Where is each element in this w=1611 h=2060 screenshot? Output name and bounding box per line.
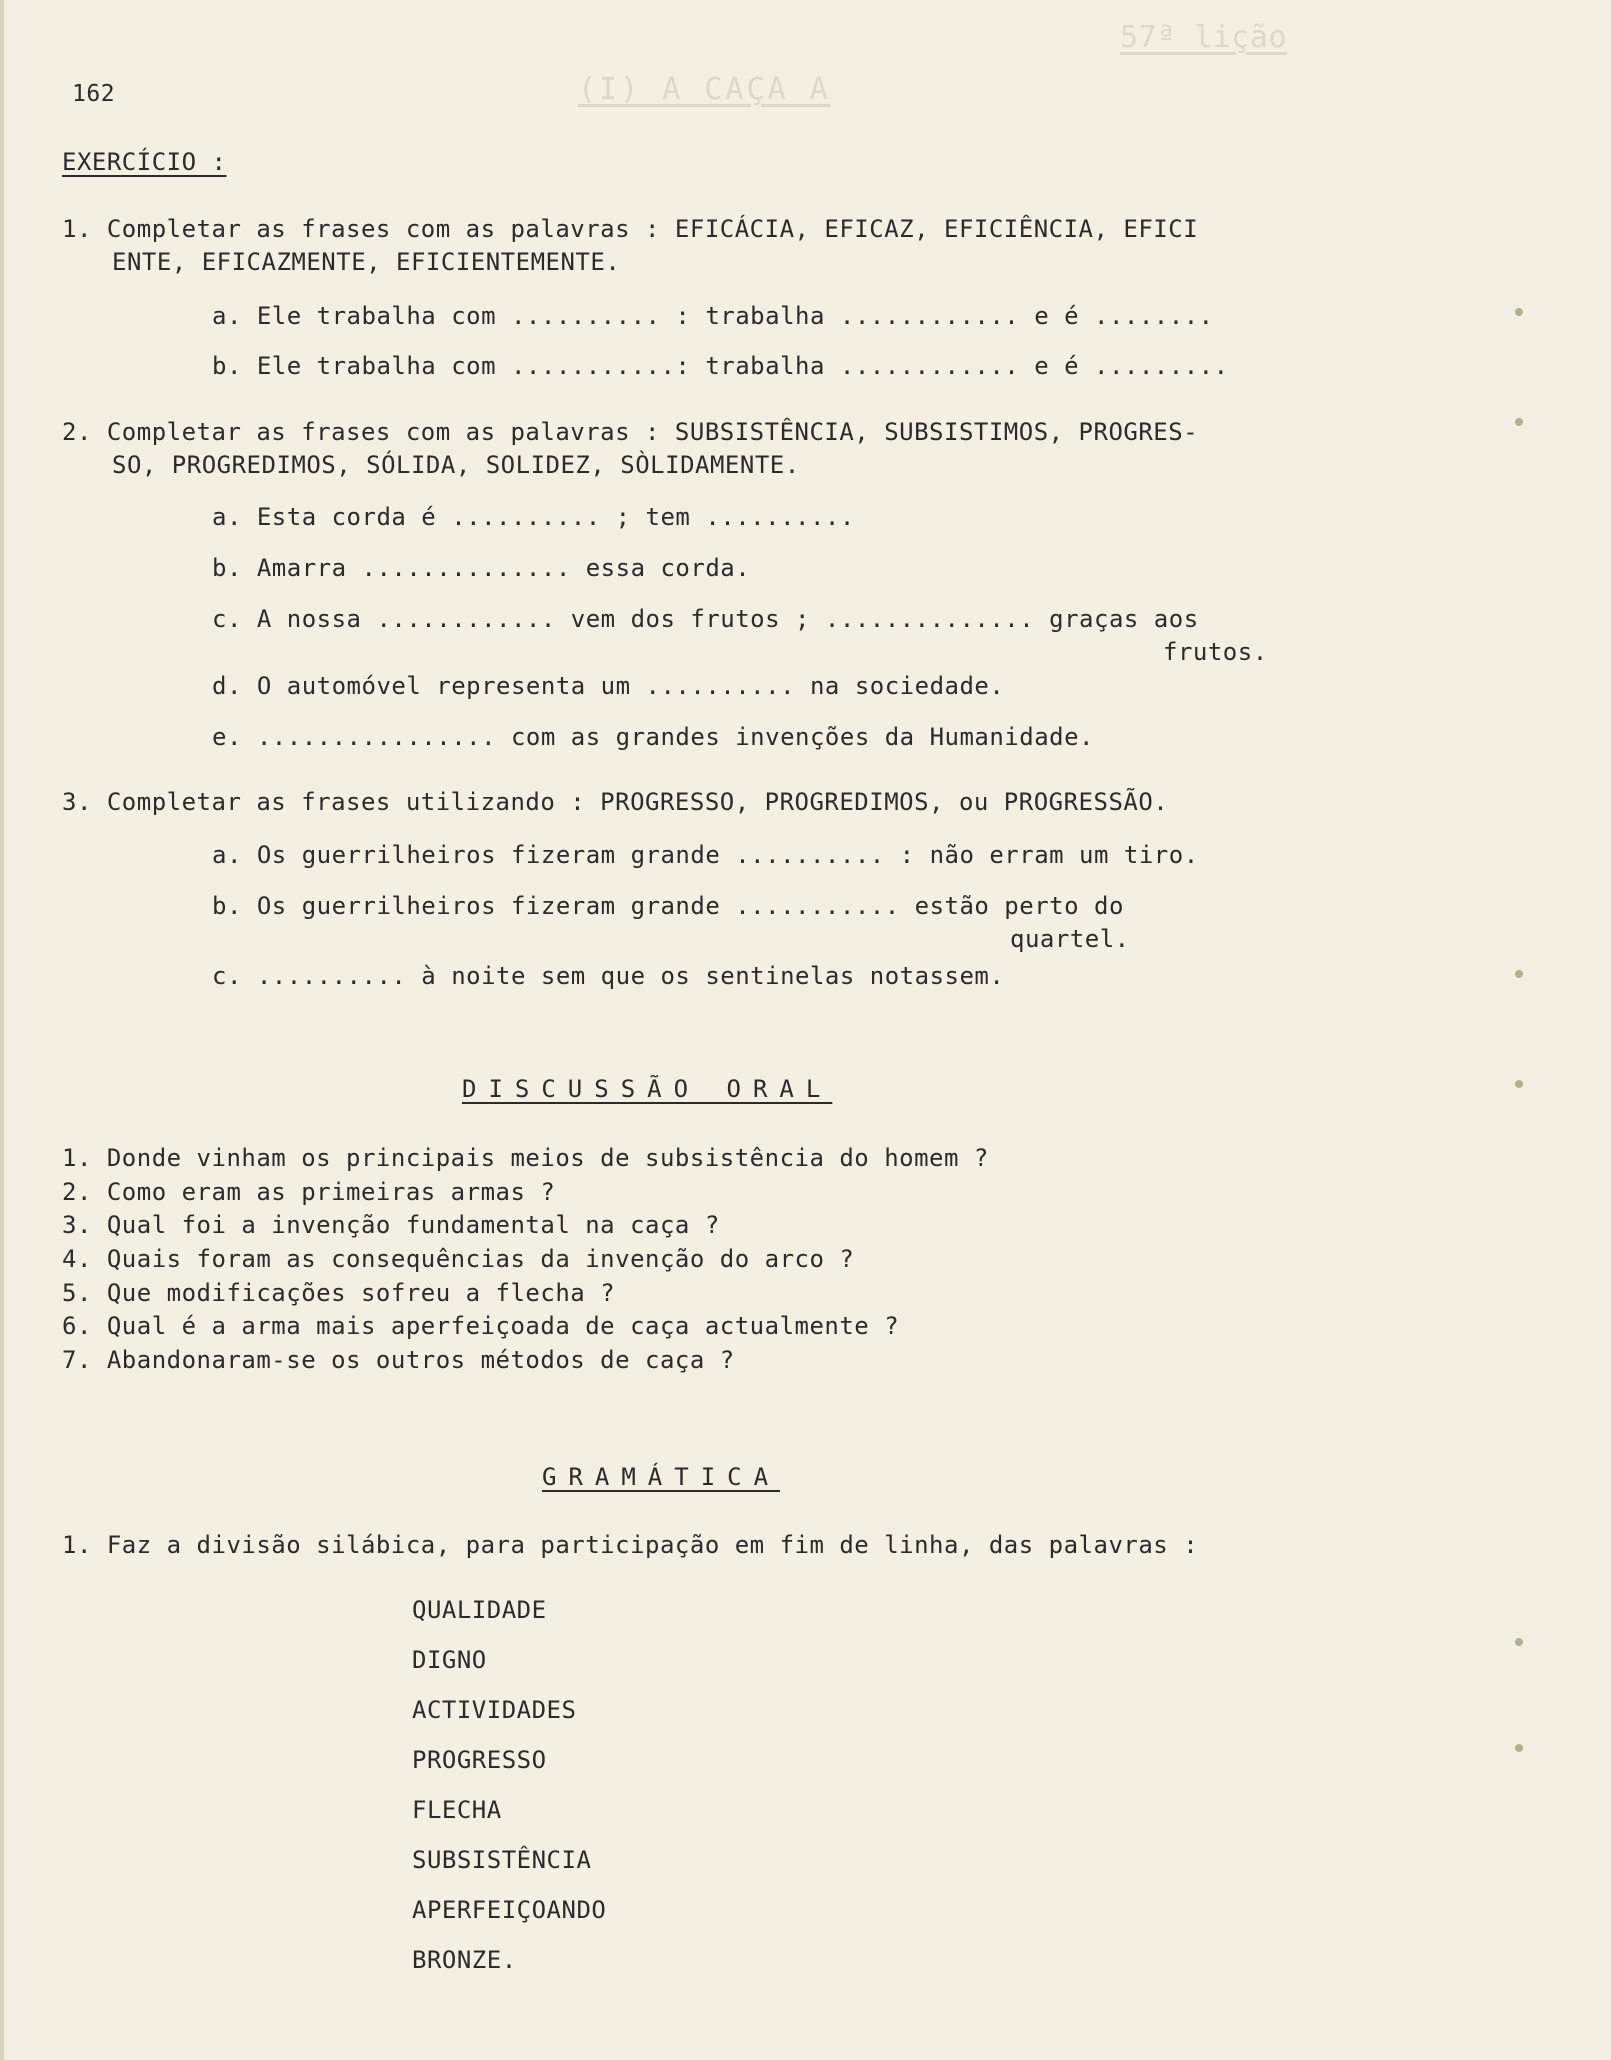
- exercise-2c-continued: frutos.: [1163, 638, 1268, 666]
- page-number: 162: [72, 81, 116, 107]
- page-edge-shadow: [0, 0, 4, 2060]
- exercise-3-prompt: 3. Completar as frases utilizando : PROGRESSO, PROGREDIMOS, ou PROGRESSÃO.: [62, 788, 1169, 816]
- exercise-2c: c. A nossa ............ vem dos frutos ; .............. graças aos: [212, 605, 1199, 633]
- exercise-3b: b. Os guerrilheiros fizeram grande ........... estão perto do: [212, 892, 1124, 920]
- grammar-word: QUALIDADE: [412, 1596, 547, 1624]
- exercise-3a: a. Os guerrilheiros fizeram grande .......... : não erram um tiro.: [212, 841, 1199, 869]
- bleed-lesson-number: 57ª lição: [1120, 20, 1288, 55]
- margin-mark: [1515, 418, 1523, 426]
- exercise-2-prompt-line1: 2. Completar as frases com as palavras : SUBSISTÊNCIA, SUBSISTIMOS, PROGRES-: [62, 418, 1199, 446]
- grammar-instruction: 1. Faz a divisão silábica, para participação em fim de linha, das palavras :: [62, 1531, 1199, 1559]
- grammar-word: SUBSISTÊNCIA: [412, 1846, 592, 1874]
- margin-mark: [1515, 1638, 1523, 1646]
- discussion-question-6: 6. Qual é a arma mais aperfeiçoada de caça actualmente ?: [62, 1312, 900, 1340]
- grammar-word: ACTIVIDADES: [412, 1696, 577, 1724]
- bleed-lesson-title: (I) A CAÇA A: [578, 72, 831, 107]
- grammar-word: APERFEIÇOANDO: [412, 1896, 607, 1924]
- margin-mark: [1515, 308, 1523, 316]
- exercise-1-prompt-line2: ENTE, EFICAZMENTE, EFICIENTEMENTE.: [112, 248, 621, 276]
- grammar-word: FLECHA: [412, 1796, 502, 1824]
- grammar-word: BRONZE.: [412, 1946, 517, 1974]
- discussion-question-1: 1. Donde vinham os principais meios de subsistência do homem ?: [62, 1144, 989, 1172]
- exercise-1b: b. Ele trabalha com ...........: trabalha ............ e é .........: [212, 352, 1229, 380]
- exercise-2a: a. Esta corda é .......... ; tem ..........: [212, 503, 855, 531]
- discussion-question-5: 5. Que modificações sofreu a flecha ?: [62, 1279, 616, 1307]
- grammar-word: DIGNO: [412, 1646, 487, 1674]
- exercise-2b: b. Amarra .............. essa corda.: [212, 554, 751, 582]
- exercise-2d: d. O automóvel representa um .......... na sociedade.: [212, 672, 1005, 700]
- margin-mark: [1515, 970, 1523, 978]
- discussion-question-2: 2. Como eram as primeiras armas ?: [62, 1178, 556, 1206]
- exercise-3b-continued: quartel.: [1010, 925, 1130, 953]
- margin-mark: [1515, 1080, 1523, 1088]
- margin-mark: [1515, 1744, 1523, 1752]
- exercise-2e: e. ................ com as grandes invenções da Humanidade.: [212, 723, 1095, 751]
- exercise-heading: EXERCÍCIO :: [62, 148, 227, 176]
- grammar-heading: GRAMÁTICA: [542, 1463, 781, 1491]
- discussion-question-4: 4. Quais foram as consequências da invenção do arco ?: [62, 1245, 855, 1273]
- discussion-question-3: 3. Qual foi a invenção fundamental na caça ?: [62, 1211, 720, 1239]
- grammar-word: PROGRESSO: [412, 1746, 547, 1774]
- exercise-3c: c. .......... à noite sem que os sentinelas notassem.: [212, 962, 1005, 990]
- discussion-heading: DISCUSSÃO ORAL: [462, 1075, 833, 1103]
- exercise-2-prompt-line2: SO, PROGREDIMOS, SÓLIDA, SOLIDEZ, SÒLIDAMENTE.: [112, 451, 800, 479]
- exercise-1a: a. Ele trabalha com .......... : trabalha ............ e é ........: [212, 302, 1214, 330]
- exercise-1-prompt-line1: 1. Completar as frases com as palavras : EFICÁCIA, EFICAZ, EFICIÊNCIA, EFICI: [62, 215, 1199, 243]
- discussion-question-7: 7. Abandonaram-se os outros métodos de caça ?: [62, 1346, 735, 1374]
